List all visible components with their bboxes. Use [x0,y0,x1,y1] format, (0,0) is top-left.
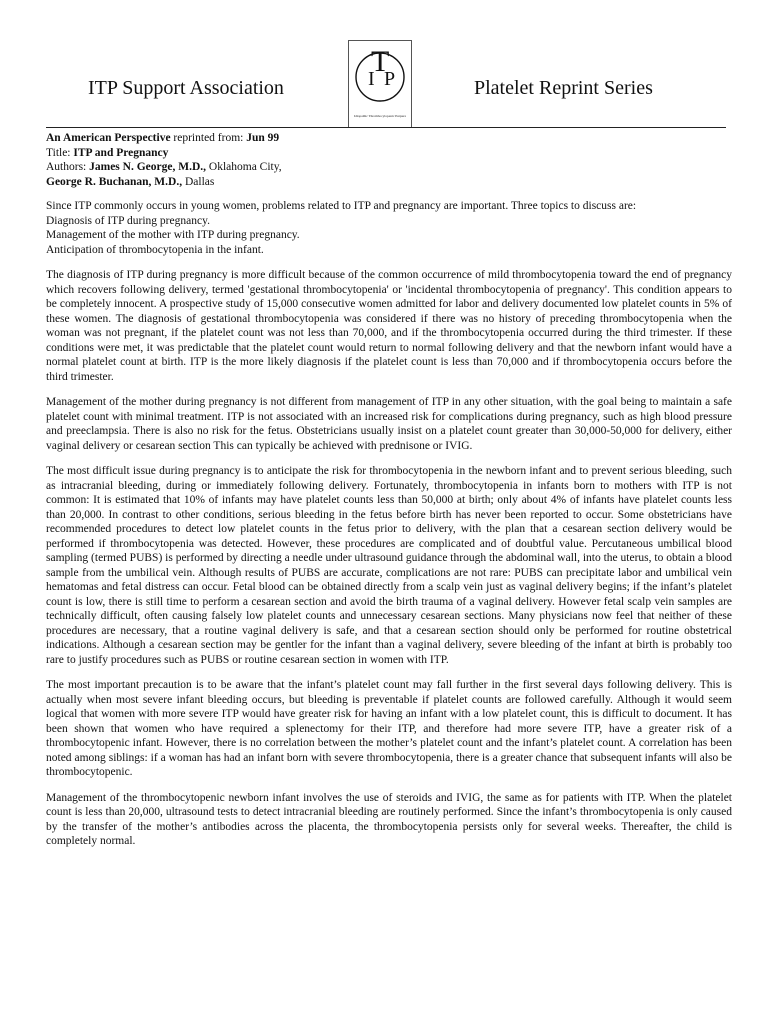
paragraph-diagnosis: The diagnosis of ITP during pregnancy is more difficult because of the common occurrence of mild thrombocytopenia toward the end of pregnancy which recovers following delivery, termed 'gestational thrombocytopenia' or 'incidental thrombocytopenia of pregnancy'. This condition appears to be completely innocent. A prospective study of 15,000 consecutive women admitted for labor and delivery documented low platelet counts in 5% of these women. The diagnosis of gestational thrombocytopenia was considered if there was no history of preceding thrombocytopenia when the woman was not pregnant, if the platelet count was not less than 70,000, and if the thrombocytopenia occurred during the third trimester. If these conditions were met, it was predictable that the platelet count would return to normal following delivery and that the newborn infant would have a normal platelet count at birth. ITP is the more likely diagnosis if the platelet count is less than 70,000 and if thrombocytopenia occurs before the third trimester. [46,269,732,383]
reprinted-text: reprinted from: [170,132,247,144]
page-header [0,0,768,132]
article-title: ITP and Pregnancy [73,146,169,159]
article-meta [46,131,732,189]
intro-line: Since ITP commonly occurs in young women, problems related to ITP and pregnancy are important. Three topics to discuss are: [46,200,637,212]
author-2: George R. Buchanan, M.D., [46,175,183,188]
author-2-line [46,175,732,190]
organization-name: ITP Support Association [88,77,284,99]
logo-letter-i: I [368,68,375,90]
series-name: Platelet Reprint Series [474,77,653,99]
author-2-location: Dallas [182,175,215,188]
intro-block [46,199,732,257]
header-rule [46,127,726,128]
title-label: Title: [46,146,74,159]
article-body [46,131,732,860]
paragraph-infant-risk: The most difficult issue during pregnancy is to anticipate the risk for thrombocytopenia in the newborn infant and to prevent serious bleeding, such as intracranial bleeding, during or immediately following delivery. Fortunately, thrombocytopenia in infants born to mothers with ITP is not common: It is estimated that 10% of infants may have platelet counts less than 50,000 at birth; only about 4% of infants have platelet counts less than 20,000. In contrast to other conditions, serious bleeding in the fetus before birth has never been reported to occur. Some obstetricians have recommended procedures to detect low platelet counts in the fetus prior to delivery, with the plan that a cesarean section delivery would be performed if thrombocytopenia was detected. However, these procedures are complicated and of doubtful value. Percutaneous umbilical blood sampling (termed PUBS) is performed by directing a needle under ultrasound guidance through the abdominal wall, into the uterus, to obtain a blood sample from the umbilical vein. Although results of PUBS are accurate, complications are not rare: PUBS can precipitate labor and umbilical vein hematomas and fetal distress can occur. Fetal blood can be obtained directly from a scalp vein just as vaginal delivery begins; if the infant’s platelet count is low, there is still time to perform a cesarean section and avoid the birth trauma of a vaginal delivery. However fetal scalp vein samples are technically difficult, often causing falsely low platelet counts and unnecessary cesarean sections. Many physicians now feel that neither of these procedures are necessary, that a routine vaginal delivery is safe, and that a cesarean section should only be performed for routine obstetrical indications. Although a cesarean section may be gentler for the infant than a vaginal delivery, severe bleeding of the infant at birth is probably too rare to justify procedures such as PUBS or routine cesarean section in women with ITP. [46,465,733,666]
authors-label: Authors: [46,161,90,173]
itp-logo-emblem [349,41,411,127]
itp-logo [348,40,412,128]
paragraph-precaution: The most important precaution is to be aware that the infant’s platelet count may fall further in the first several days following delivery. This is actually when most severe infant bleeding occurs, but bleeding is preventable if platelet counts are followed carefully. Although it would seem logical that women with more severe ITP would have greater risk for having an infant with a low platelet count, this is difficult to document. It has been shown that women who have required a splenectomy for their ITP, and therefore had more severe ITP, have a greater risk of a thrombocytopenic infant. However, there is no correlation between the mother’s platelet count and the infant’s platelet count. A correlation has been noted among siblings: if a woman has had an infant born with severe thrombocytopenia, there is a greater chance that subsequent infants will also be thrombocytopenic. [46,679,732,778]
reprint-date: Jun 99 [246,132,280,144]
author-1-location: Oklahoma City, [206,161,282,173]
intro-topic-2: Management of the mother with ITP during pregnancy. [46,229,300,241]
logo-caption: Idiopathic Thrombocytopenic Purpura [354,114,406,118]
author-1: James N. George, M.D., [89,161,207,173]
logo-letter-t: T [371,45,390,78]
authors-line [46,160,732,175]
paragraph-management-mother: Management of the mother during pregnancy is not different from management of ITP in any other situation, with the goal being to maintain a safe platelet count with minimal treatment. ITP is not associated with an increased risk for complications during pregnancy, such as high blood pressure and preeclampsia. There is also no risk for the fetus. Obstetricians usually insist on a platelet count greater than 30,000-50,000 for delivery, either vaginal delivery or cesarean section This can typically be achieved with prednisone or IVIG. [46,396,732,452]
title-line [46,146,732,161]
logo-letter-p: P [384,68,396,90]
reprint-line [46,131,732,146]
paragraph-newborn-management: Management of the thrombocytopenic newborn infant involves the use of steroids and IVIG, the same as for patients with ITP. When the platelet count is less than 20,000, ultrasound tests to detect intracranial bleeding are routinely performed. Since the infant’s thrombocytopenia is only caused by the transfer of the mother’s antibodies across the placenta, the thrombocytopenia persists only for several weeks. Thereafter, the child is completely normal. [46,791,732,847]
intro-topic-3: Anticipation of thrombocytopenia in the infant. [46,243,264,256]
perspective-label: An American Perspective [46,132,171,144]
intro-topic-1: Diagnosis of ITP during pregnancy. [46,214,210,227]
